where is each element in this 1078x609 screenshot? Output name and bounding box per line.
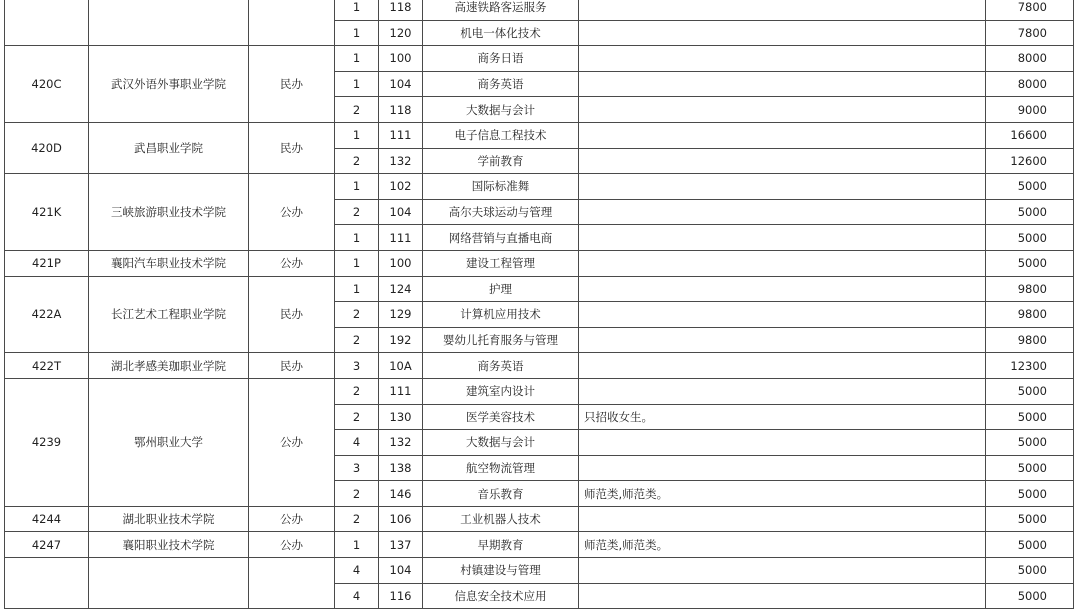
major-code-cell: 137 [379,532,423,558]
plan-count-cell: 2 [335,378,379,404]
tuition-cell: 9000 [986,97,1074,123]
table-row [5,558,1074,584]
remark-cell [579,97,986,123]
tuition-cell: 5000 [986,225,1074,251]
tuition-cell: 5000 [986,558,1074,584]
plan-count-cell: 1 [335,122,379,148]
school-type-cell: 民办 [249,122,335,173]
tuition-cell: 5000 [986,506,1074,532]
major-code-cell: 146 [379,481,423,507]
table-row [5,353,1074,379]
tuition-cell: 5000 [986,404,1074,430]
table-row [5,122,1074,148]
tuition-cell: 5000 [986,199,1074,225]
major-code-cell: 118 [379,0,423,20]
tuition-cell: 7800 [986,0,1074,20]
school-type-cell: 公办 [249,174,335,251]
table-row [5,378,1074,404]
plan-count-cell: 1 [335,20,379,46]
major-code-cell: 116 [379,583,423,609]
remark-cell [579,20,986,46]
table-row [5,250,1074,276]
school-name-cell: 襄阳职业技术学院 [89,532,249,558]
tuition-cell: 5000 [986,532,1074,558]
major-code-cell: 111 [379,378,423,404]
major-name-cell: 商务日语 [423,46,579,72]
tuition-cell: 7800 [986,20,1074,46]
remark-cell [579,276,986,302]
remark-cell [579,174,986,200]
major-name-cell: 婴幼儿托育服务与管理 [423,327,579,353]
tuition-cell: 12600 [986,148,1074,174]
major-name-cell: 工业机器人技术 [423,506,579,532]
school-name-cell [89,0,249,46]
tuition-cell: 12300 [986,353,1074,379]
remark-cell [579,250,986,276]
remark-cell [579,430,986,456]
major-name-cell: 高速铁路客运服务 [423,0,579,20]
plan-count-cell: 2 [335,481,379,507]
major-name-cell: 建筑室内设计 [423,378,579,404]
plan-count-cell: 1 [335,46,379,72]
major-code-cell: 130 [379,404,423,430]
major-code-cell: 132 [379,148,423,174]
school-code-cell: 4244 [5,506,89,532]
school-name-cell [89,558,249,609]
table-row [5,46,1074,72]
tuition-cell: 5000 [986,455,1074,481]
major-code-cell: 111 [379,225,423,251]
remark-cell [579,0,986,20]
plan-count-cell: 3 [335,353,379,379]
major-name-cell: 大数据与会计 [423,97,579,123]
enrollment-plan-table [4,0,1074,609]
plan-count-cell: 4 [335,583,379,609]
plan-count-cell: 1 [335,276,379,302]
remark-cell [579,122,986,148]
major-code-cell: 132 [379,430,423,456]
school-code-cell: 4239 [5,378,89,506]
major-name-cell: 电子信息工程技术 [423,122,579,148]
major-code-cell: 111 [379,122,423,148]
school-type-cell: 公办 [249,250,335,276]
major-name-cell: 护理 [423,276,579,302]
remark-cell [579,225,986,251]
school-name-cell: 鄂州职业大学 [89,378,249,506]
tuition-cell: 5000 [986,481,1074,507]
major-name-cell: 信息安全技术应用 [423,583,579,609]
table-row [5,506,1074,532]
major-code-cell: 104 [379,558,423,584]
remark-cell: 只招收女生。 [579,404,986,430]
school-name-cell: 武昌职业学院 [89,122,249,173]
plan-count-cell: 1 [335,174,379,200]
major-name-cell: 航空物流管理 [423,455,579,481]
remark-cell [579,558,986,584]
remark-cell [579,353,986,379]
major-name-cell: 学前教育 [423,148,579,174]
major-name-cell: 商务英语 [423,71,579,97]
tuition-cell: 16600 [986,122,1074,148]
major-name-cell: 计算机应用技术 [423,302,579,328]
school-name-cell: 湖北职业技术学院 [89,506,249,532]
plan-count-cell: 1 [335,0,379,20]
major-code-cell: 106 [379,506,423,532]
plan-count-cell: 4 [335,430,379,456]
remark-cell [579,199,986,225]
major-code-cell: 10A [379,353,423,379]
remark-cell [579,378,986,404]
tuition-cell: 9800 [986,276,1074,302]
school-code-cell [5,558,89,609]
tuition-cell: 5000 [986,378,1074,404]
plan-count-cell: 2 [335,327,379,353]
tuition-cell: 5000 [986,583,1074,609]
school-code-cell: 421P [5,250,89,276]
school-type-cell: 民办 [249,46,335,123]
major-name-cell: 音乐教育 [423,481,579,507]
tuition-cell: 5000 [986,250,1074,276]
major-name-cell: 国际标准舞 [423,174,579,200]
remark-cell [579,148,986,174]
plan-count-cell: 1 [335,71,379,97]
remark-cell [579,327,986,353]
table-row [5,174,1074,200]
plan-count-cell: 2 [335,199,379,225]
remark-cell [579,455,986,481]
plan-count-cell: 2 [335,404,379,430]
major-name-cell: 商务英语 [423,353,579,379]
school-type-cell: 公办 [249,378,335,506]
school-type-cell: 公办 [249,506,335,532]
remark-cell: 师范类,师范类。 [579,481,986,507]
school-type-cell [249,558,335,609]
major-name-cell: 早期教育 [423,532,579,558]
school-type-cell [249,0,335,46]
major-code-cell: 124 [379,276,423,302]
remark-cell [579,506,986,532]
major-name-cell: 机电一体化技术 [423,20,579,46]
major-code-cell: 102 [379,174,423,200]
major-code-cell: 104 [379,199,423,225]
school-code-cell: 420D [5,122,89,173]
major-code-cell: 100 [379,46,423,72]
school-code-cell: 422A [5,276,89,353]
major-code-cell: 129 [379,302,423,328]
tuition-cell: 8000 [986,46,1074,72]
plan-count-cell: 1 [335,250,379,276]
major-code-cell: 104 [379,71,423,97]
school-code-cell: 422T [5,353,89,379]
table-row [5,532,1074,558]
major-name-cell: 高尔夫球运动与管理 [423,199,579,225]
tuition-cell: 5000 [986,174,1074,200]
school-code-cell: 421K [5,174,89,251]
school-code-cell: 420C [5,46,89,123]
major-code-cell: 120 [379,20,423,46]
remark-cell [579,71,986,97]
school-name-cell: 湖北孝感美珈职业学院 [89,353,249,379]
plan-count-cell: 1 [335,532,379,558]
school-name-cell: 三峡旅游职业技术学院 [89,174,249,251]
tuition-cell: 9800 [986,302,1074,328]
remark-cell [579,302,986,328]
major-name-cell: 村镇建设与管理 [423,558,579,584]
school-name-cell: 襄阳汽车职业技术学院 [89,250,249,276]
major-code-cell: 138 [379,455,423,481]
school-type-cell: 民办 [249,276,335,353]
plan-count-cell: 2 [335,148,379,174]
tuition-cell: 5000 [986,430,1074,456]
plan-count-cell: 4 [335,558,379,584]
school-type-cell: 公办 [249,532,335,558]
tuition-cell: 8000 [986,71,1074,97]
remark-cell: 师范类,师范类。 [579,532,986,558]
tuition-cell: 9800 [986,327,1074,353]
remark-cell [579,583,986,609]
major-code-cell: 192 [379,327,423,353]
major-code-cell: 118 [379,97,423,123]
table-row [5,0,1074,20]
table-row [5,276,1074,302]
major-name-cell: 大数据与会计 [423,430,579,456]
plan-count-cell: 2 [335,302,379,328]
major-name-cell: 医学美容技术 [423,404,579,430]
plan-count-cell: 3 [335,455,379,481]
major-name-cell: 网络营销与直播电商 [423,225,579,251]
plan-count-cell: 1 [335,225,379,251]
remark-cell [579,46,986,72]
school-code-cell: 4247 [5,532,89,558]
table-body [5,0,1074,609]
school-type-cell: 民办 [249,353,335,379]
plan-count-cell: 2 [335,506,379,532]
school-code-cell [5,0,89,46]
major-code-cell: 100 [379,250,423,276]
school-name-cell: 武汉外语外事职业学院 [89,46,249,123]
major-name-cell: 建设工程管理 [423,250,579,276]
school-name-cell: 长江艺术工程职业学院 [89,276,249,353]
plan-count-cell: 2 [335,97,379,123]
